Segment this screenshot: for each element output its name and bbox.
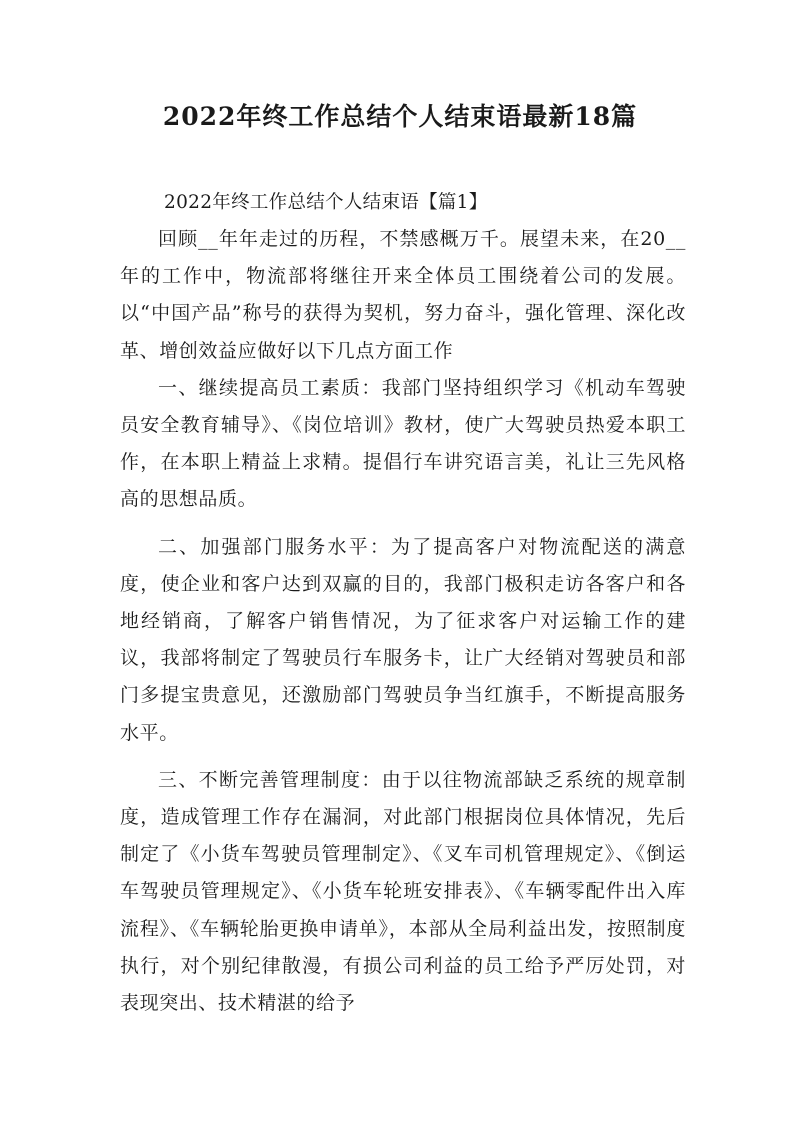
paragraph-intro: 回顾__年年走过的历程，不禁感概万千。展望未来，在20__年的工作中，物流部将继往开来全体员工围绕着公司的发展。以“中国产品”称号的获得为契机，努力奋斗，强化管理、深化改革、增创效益应做好以下几点方面工作 bbox=[120, 228, 686, 362]
section-heading: 2022年终工作总结个人结束语【篇1】 bbox=[164, 192, 488, 213]
document-title: 2022年终工作总结个人结束语最新18篇 bbox=[162, 102, 638, 131]
document-body bbox=[120, 184, 686, 1022]
paragraph-point-1: 一、继续提高员工素质：我部门坚持组织学习《机动车驾驶员安全教育辅导》、《岗位培训》教材，使广大驾驶员热爱本职工作，在本职上精益上求精。提倡行车讲究语言美，礼让三先风格高的思想品质。 bbox=[120, 376, 686, 511]
paragraph-point-3: 三、不断完善管理制度：由于以往物流部缺乏系统的规章制度，造成管理工作存在漏洞，对此部门根据岗位具体情况，先后制定了《小货车驾驶员管理制定》、《叉车司机管理规定》、《倒运车驾驶员管理规定》、《小货车轮班安排表》、《车辆零配件出入库流程》、《车辆轮胎更换申请单》，本部从全局利益出发，按照制度执行，对个别纪律散漫，有损公司利益的员工给予严厉处罚，对表现突出、技术精湛的给予 bbox=[120, 768, 686, 1015]
paragraph-point-2: 二、加强部门服务水平：为了提高客户对物流配送的满意度，使企业和客户达到双赢的目的，我部门极积走访各客户和各地经销商，了解客户销售情况，为了征求客户对运输工作的建议，我部将制定了驾驶员行车服务卡，让广大经销对驾驶员和部门多提宝贵意见，还激励部门驾驶员争当红旗手，不断提高服务水平。 bbox=[120, 535, 686, 744]
